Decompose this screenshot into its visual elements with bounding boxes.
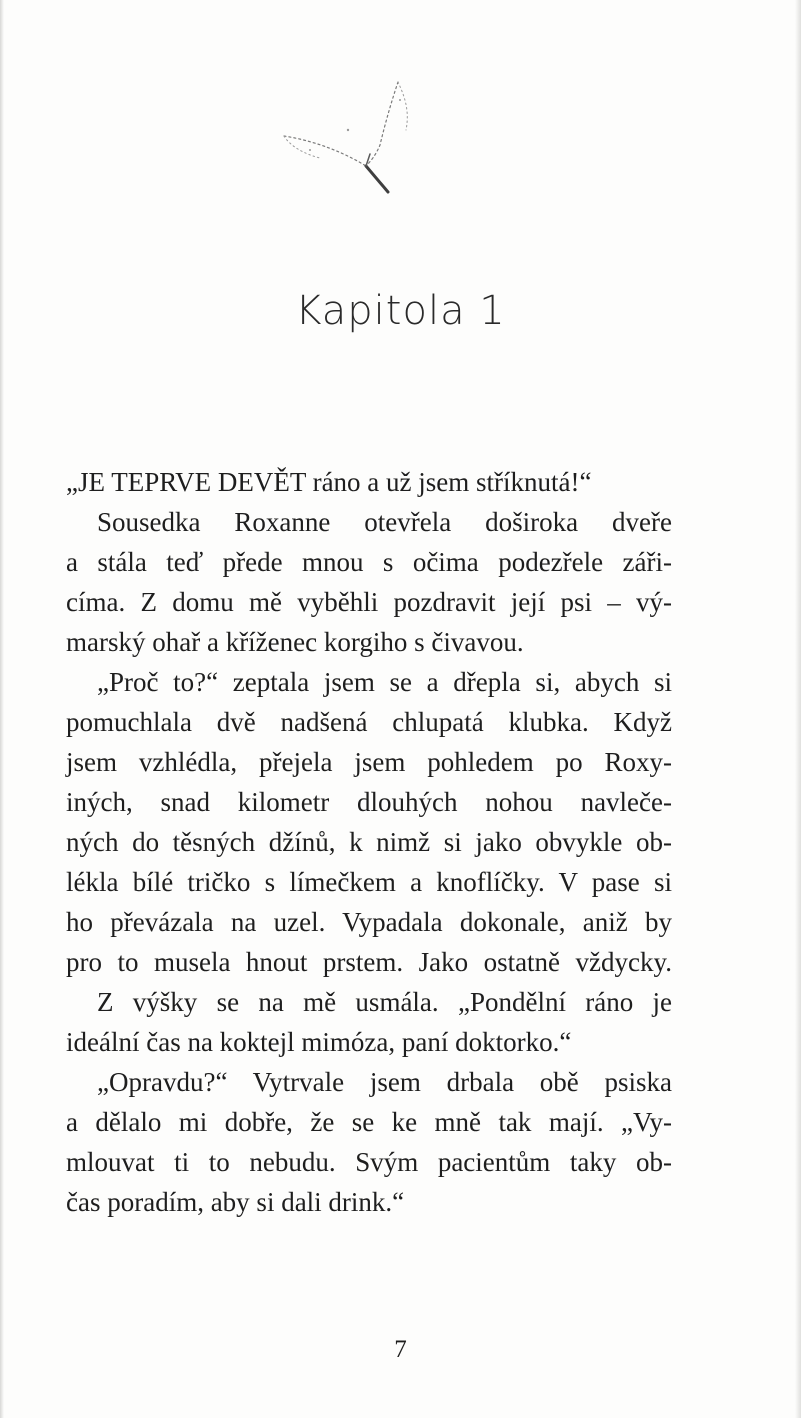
text-line: Sousedka Roxanne otevřela doširoka dveře [97, 507, 672, 537]
text-line: pro to musela hnout prstem. Jako ostatně vždycky. [66, 947, 672, 977]
text-line: Z výšky se na mě usmála. „Pondělní ráno je [97, 987, 672, 1017]
page-number: 7 [394, 1336, 407, 1363]
chapter-title: Kapitola 1 [295, 288, 506, 334]
text-line: mlouvat ti to nebudu. Svým pacientům taky ob- [66, 1147, 672, 1177]
text-line: čas poradím, aby si dali drink.“ [66, 1187, 405, 1217]
text-line: lékla bílé tričko s límečkem a knoflíčky. V pase si [66, 867, 672, 897]
text-line: a stála teď přede mnou s očima podezřele záři- [66, 547, 672, 577]
text-line: marský ohař a kříženec korgiho s čivavou. [66, 627, 524, 657]
text-line: a dělalo mi dobře, že se ke mně tak mají. „Vy- [66, 1107, 672, 1137]
body-text [66, 462, 672, 1222]
text-line: iných, snad kilometr dlouhých nohou navleče- [66, 787, 672, 817]
text-line: jsem vzhlédla, přejela jsem pohledem po Roxy- [66, 747, 672, 777]
page-edge-right [795, 0, 801, 1418]
text-line: „Opravdu?“ Vytrvale jsem drbala obě psiska [97, 1067, 672, 1097]
page-edge-left [0, 0, 4, 1418]
text-line: „Proč to?“ zeptala jsem se a dřepla si, abych si [97, 667, 672, 697]
text-line: címa. Z domu mě vyběhli pozdravit její psi – vý- [66, 587, 672, 617]
text-line: ideální čas na koktejl mimóza, paní doktorko.“ [66, 1027, 572, 1057]
text-line: ho převázala na uzel. Vypadala dokonale, aniž by [66, 907, 672, 937]
text-line: pomuchlala dvě nadšená chlupatá klubka. Když [66, 707, 672, 737]
text-line: „JE TEPRVE DEVĚT ráno a už jsem stříknutá!“ [66, 467, 592, 497]
butterfly-icon [270, 70, 440, 210]
text-line: ných do těsných džínů, k nimž si jako obvykle ob- [66, 827, 672, 857]
